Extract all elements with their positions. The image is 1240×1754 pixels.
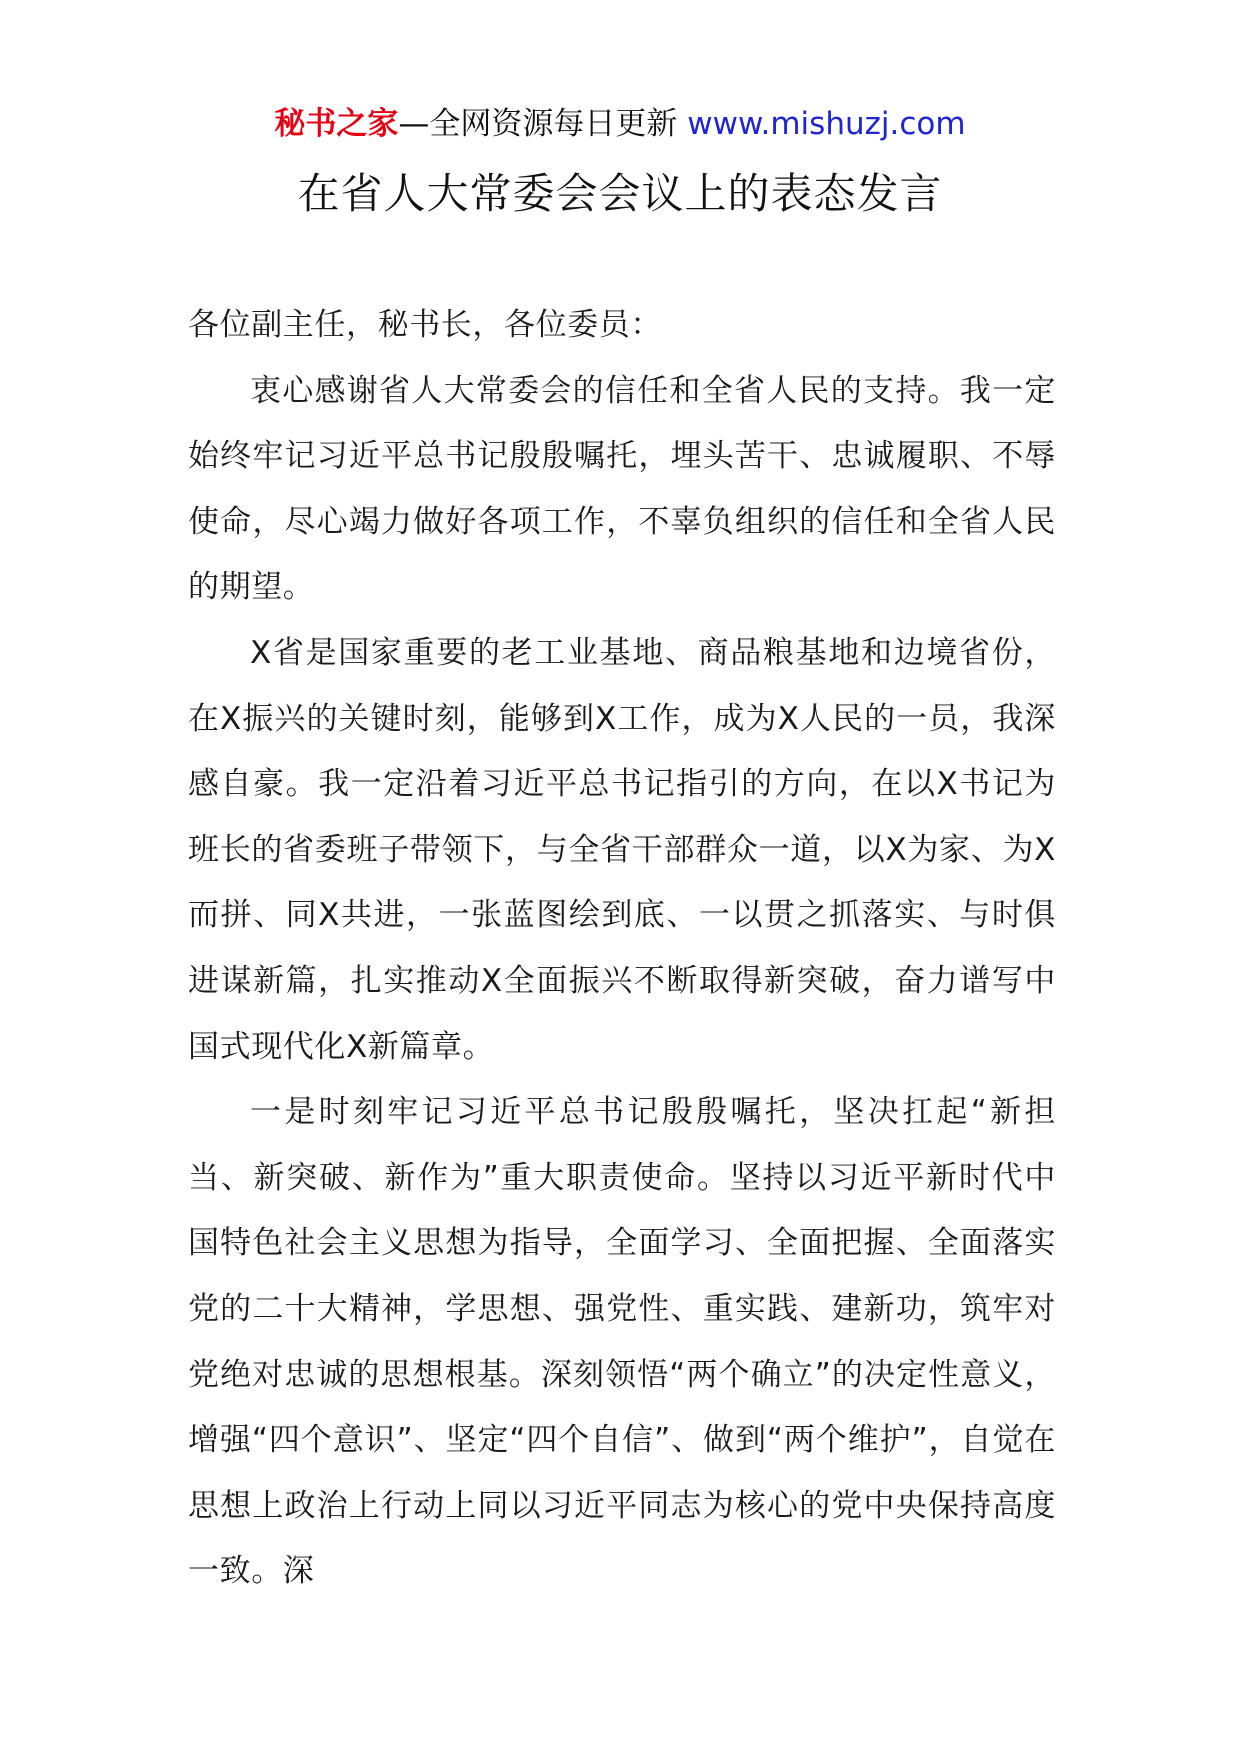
paragraph-3: 一是时刻牢记习近平总书记殷殷嘱托，坚决扛起“新担当、新突破、新作为”重大职责使命。坚持以习近平新时代中国特色社会主义思想为指导，全面学习、全面把握、全面落实党的二十大精神，学思想、强党性、重实践、建新功，筑牢对党绝对忠诚的思想根基。深刻领悟“两个确立”的决定性意义，增强“四个意识”、坚定“四个自信”、做到“两个维护”，自觉在思想上政治上行动上同以习近平同志为核心的党中央保持高度一致。深 [188, 1094, 1056, 1590]
paragraph-1: 衷心感谢省人大常委会的信任和全省人民的支持。我一定始终牢记习近平总书记殷殷嘱托，埋头苦干、忠诚履职、不辱使命，尽心竭力做好各项工作，不辜负组织的信任和全省人民的期望。 [188, 372, 1056, 606]
banner-url-link[interactable]: www.mishuzj.com [687, 106, 966, 142]
banner-tagline: —全网资源每日更新 [398, 106, 678, 142]
banner-brand: 秘书之家 [274, 106, 399, 142]
document-title: 在省人大常委会会议上的表态发言 [297, 169, 943, 218]
site-banner [0, 104, 1240, 144]
document-body [188, 293, 1056, 1605]
salutation: 各位副主任，秘书长，各位委员： [188, 307, 662, 343]
paragraph-2: X省是国家重要的老工业基地、商品粮基地和边境省份，在X振兴的关键时刻，能够到X工作，成为X人民的一员，我深感自豪。我一定沿着习近平总书记指引的方向，在以X书记为班长的省委班子带领下，与全省干部群众一道，以X为家、为X而拼、同X共进，一张蓝图绘到底、一以贯之抓落实、与时俱进谋新篇，扎实推动X全面振兴不断取得新突破，奋力谱写中国式现代化X新篇章。 [188, 634, 1056, 1065]
